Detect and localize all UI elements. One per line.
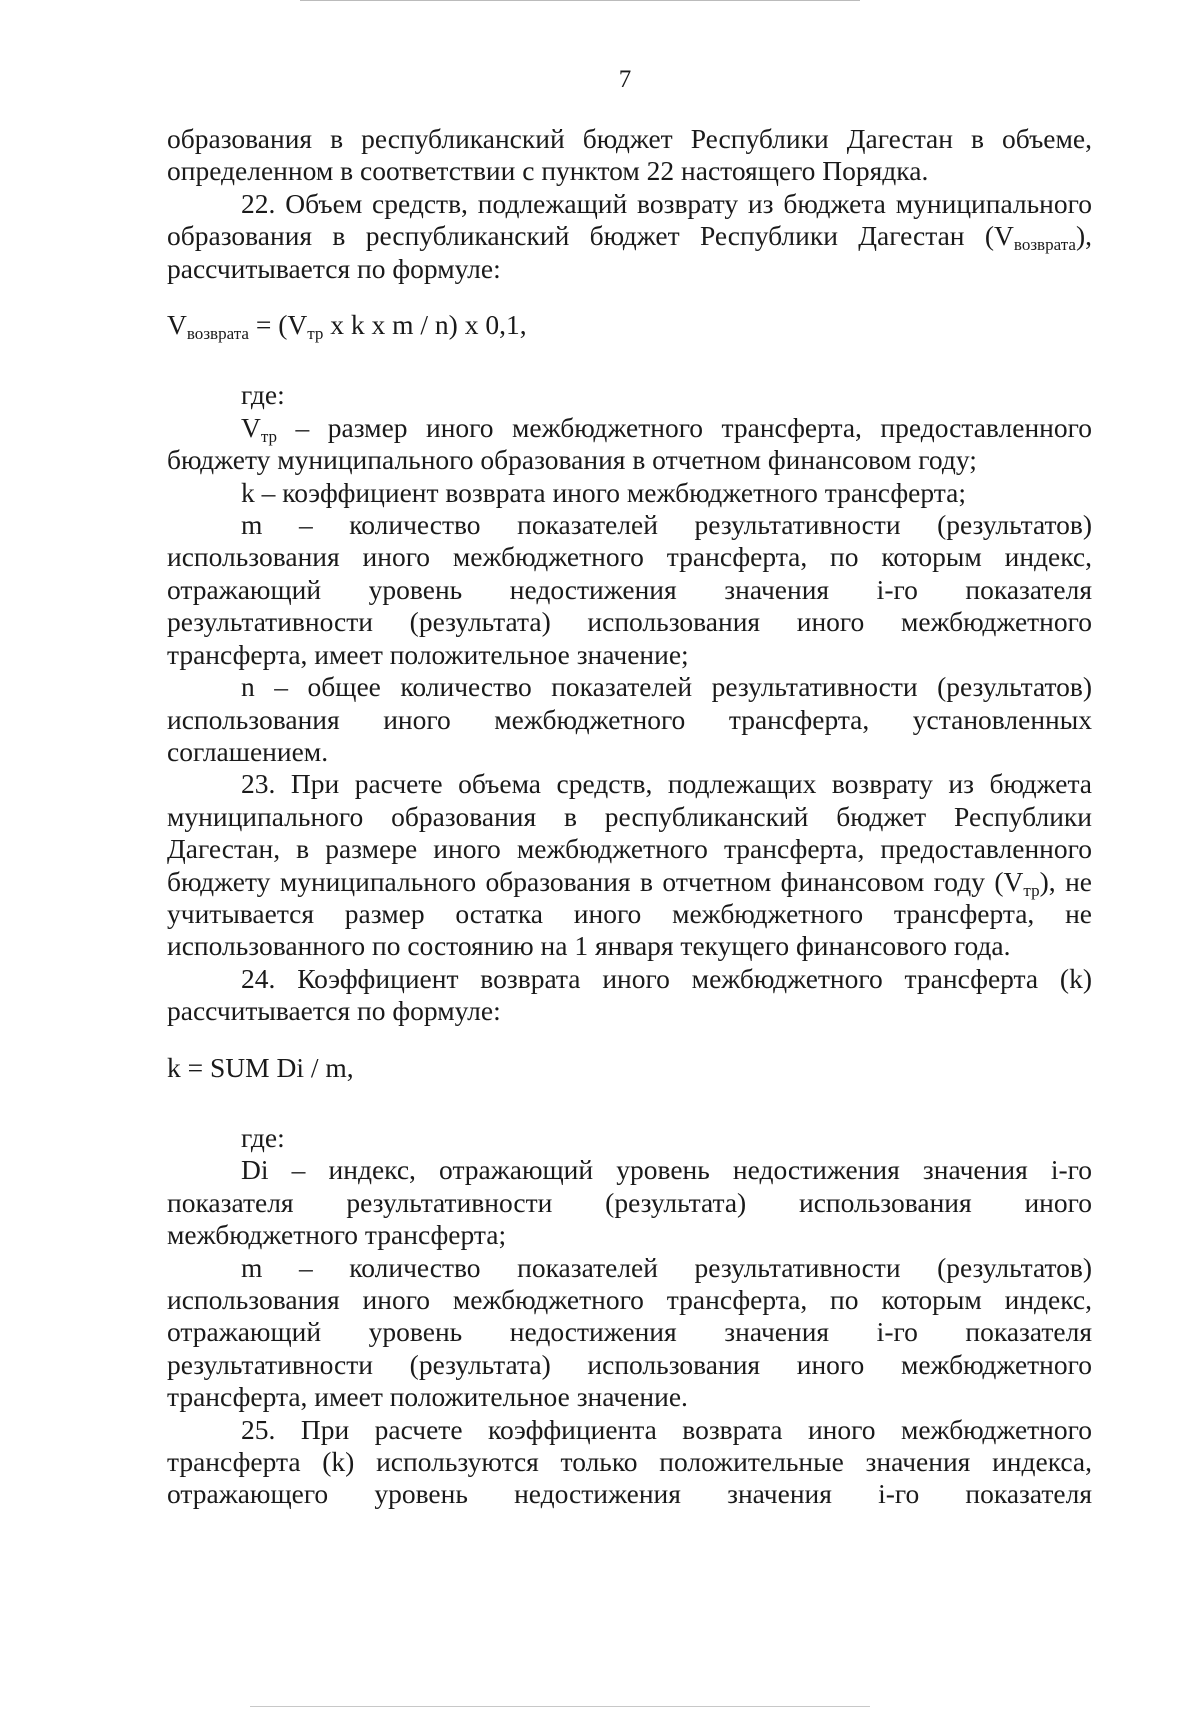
where-label-2: где: xyxy=(241,1121,285,1153)
formula-1-v: V xyxy=(167,309,187,341)
formula-k: k = SUM Di / m, xyxy=(167,1051,354,1083)
definition-di: Di – индекс, отражающий уровень недостижения значения i-го показателя результативности (результата) использования иного межбюджетного трансферта; xyxy=(167,1154,1092,1251)
formula-1-sub-tr: тр xyxy=(307,324,324,344)
paragraph-23-text: 23. При расчете объема средств, подлежащих возврату из бюджета муниципального образования в республиканский бюджет Республики Дагестан, в размере иного межбюджетного трансферта, предоставленного бюджету муниципального образования в отчетном финансовом году (V xyxy=(167,768,1092,897)
paragraph-23-text-end: ), не учитывается размер остатка иного межбюджетного трансферта, не использованного по состоянию на 1 января текущего финансового года. xyxy=(167,865,1092,962)
paragraph-22-text-end: ), рассчитывается по формуле: xyxy=(167,220,1092,284)
page-number: 7 xyxy=(618,66,632,93)
definition-m-2: m – количество показателей результативности (результатов) использования иного межбюджетного трансферта, по которым индекс, отражающий уровень недостижения значения i-го показателя результативности (результата) использования иного межбюджетного трансферта, имеет положительное значение. xyxy=(167,1251,1092,1413)
where-label-1: где: xyxy=(241,379,285,411)
definition-k: k – коэффициент возврата иного межбюджетного трансферта; xyxy=(241,476,966,508)
paragraph-continuation: образования в республиканский бюджет Республики Дагестан в объеме, определенном в соответствии с пунктом 22 настоящего Порядка. xyxy=(167,123,1092,187)
definition-n: n – общее количество показателей результативности (результатов) использования иного межбюджетного трансферта, установленных соглашением. xyxy=(167,671,1092,767)
paragraph-22-text: 22. Объем средств, подлежащий возврату из бюджета муниципального образования в республиканский бюджет Республики Дагестан (V xyxy=(167,187,1092,252)
paragraph-24: 24. Коэффициент возврата иного межбюджетного трансферта (k) рассчитывается по формуле: xyxy=(167,962,1092,1027)
scan-edge-bottom xyxy=(250,1706,870,1707)
definition-vtr xyxy=(167,412,1092,477)
formula-v-vozvrata xyxy=(167,309,1092,344)
scan-edge-top xyxy=(300,0,860,1)
definition-vtr-v: V xyxy=(241,411,261,443)
paragraph-25: 25. При расчете коэффициента возврата иного межбюджетного трансферта (k) используются только положительные значения индекса, отражающего уровень недостижения значения i-го показателя xyxy=(167,1413,1092,1510)
paragraph-23-sub: тр xyxy=(1023,880,1040,900)
definition-m-1: m – количество показателей результативности (результатов) использования иного межбюджетного трансферта, по которым индекс, отражающий уровень недостижения значения i-го показателя результативности (результата) использования иного межбюджетного трансферта, имеет положительное значение; xyxy=(167,509,1092,670)
paragraph-22 xyxy=(167,188,1092,285)
definition-vtr-sub: тр xyxy=(260,426,278,446)
document-body xyxy=(167,123,1092,1511)
formula-1-sub-vozvrata: возврата xyxy=(186,324,249,344)
definition-vtr-text: – размер иного межбюджетного трансферта, предоставленного бюджету муниципального образования в отчетном финансовом году; xyxy=(167,411,1092,476)
subscript-vozvrata: возврата xyxy=(1013,235,1076,255)
formula-1-mid: = (V xyxy=(248,309,308,341)
formula-1-end: x k x m / n) x 0,1, xyxy=(323,309,527,341)
paragraph-23 xyxy=(167,768,1092,962)
